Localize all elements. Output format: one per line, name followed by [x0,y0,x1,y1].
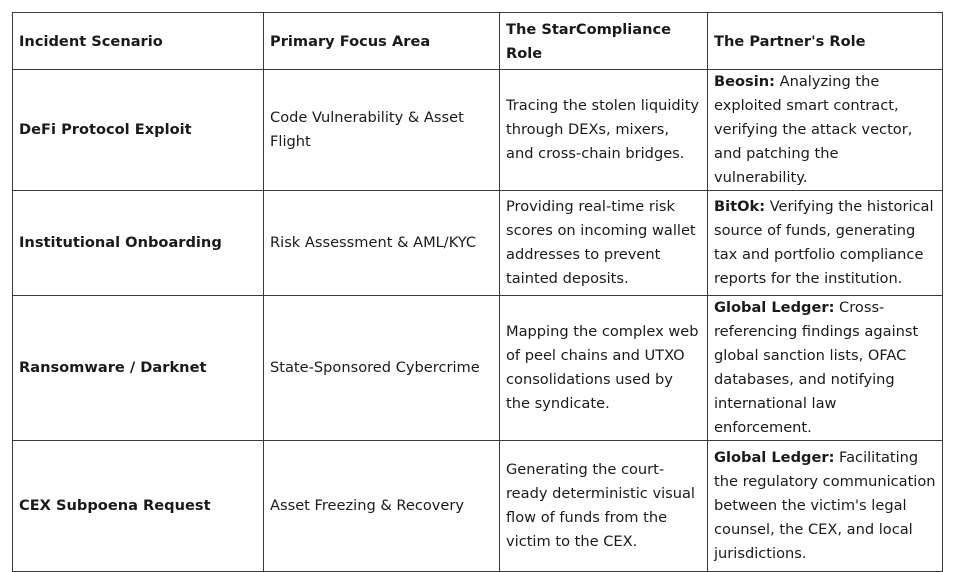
scenario-cell: CEX Subpoena Request [13,441,264,572]
partner-name: Beosin: [714,73,775,90]
scenario-cell: DeFi Protocol Exploit [13,70,264,191]
header-row [13,13,943,70]
header-starcompliance-role: The StarCompliance Role [500,13,708,70]
partner-name: Global Ledger: [714,299,835,316]
focus-cell: Code Vulnerability & Asset Flight [264,70,500,191]
partner-role-text: Verifying the historical source of funds, generating tax and portfolio compliance reports for the institution. [714,198,934,287]
table-row [13,70,943,191]
table-row [13,296,943,441]
partner-role-cell [708,70,943,191]
table-row [13,191,943,296]
partner-role-cell [708,191,943,296]
table-header [13,13,943,70]
star-role-cell: Providing real-time risk scores on incoming wallet addresses to prevent tainted deposits. [500,191,708,296]
incident-roles-table [12,12,943,572]
table-body [13,70,943,572]
partner-role-cell [708,296,943,441]
scenario-cell: Ransomware / Darknet [13,296,264,441]
star-role-cell: Mapping the complex web of peel chains and UTXO consolidations used by the syndicate. [500,296,708,441]
focus-cell: Risk Assessment & AML/KYC [264,191,500,296]
star-role-cell: Generating the court-ready deterministic visual flow of funds from the victim to the CEX. [500,441,708,572]
partner-role-text: Facilitating the regulatory communication between the victim's legal counsel, the CEX, and local jurisdictions. [714,449,936,562]
partner-role-text: Analyzing the exploited smart contract, verifying the attack vector, and patching the vulnerability. [714,73,913,186]
partner-role-cell [708,441,943,572]
focus-cell: State-Sponsored Cybercrime [264,296,500,441]
partner-name: BitOk: [714,198,766,215]
table-row [13,441,943,572]
partner-role-text: Cross-referencing findings against global sanction lists, OFAC databases, and notifying international law enforcement. [714,299,919,436]
star-role-cell: Tracing the stolen liquidity through DEXs, mixers, and cross-chain bridges. [500,70,708,191]
header-partner-role: The Partner's Role [708,13,943,70]
partner-name: Global Ledger: [714,449,835,466]
scenario-cell: Institutional Onboarding [13,191,264,296]
focus-cell: Asset Freezing & Recovery [264,441,500,572]
header-incident-scenario: Incident Scenario [13,13,264,70]
header-primary-focus-area: Primary Focus Area [264,13,500,70]
